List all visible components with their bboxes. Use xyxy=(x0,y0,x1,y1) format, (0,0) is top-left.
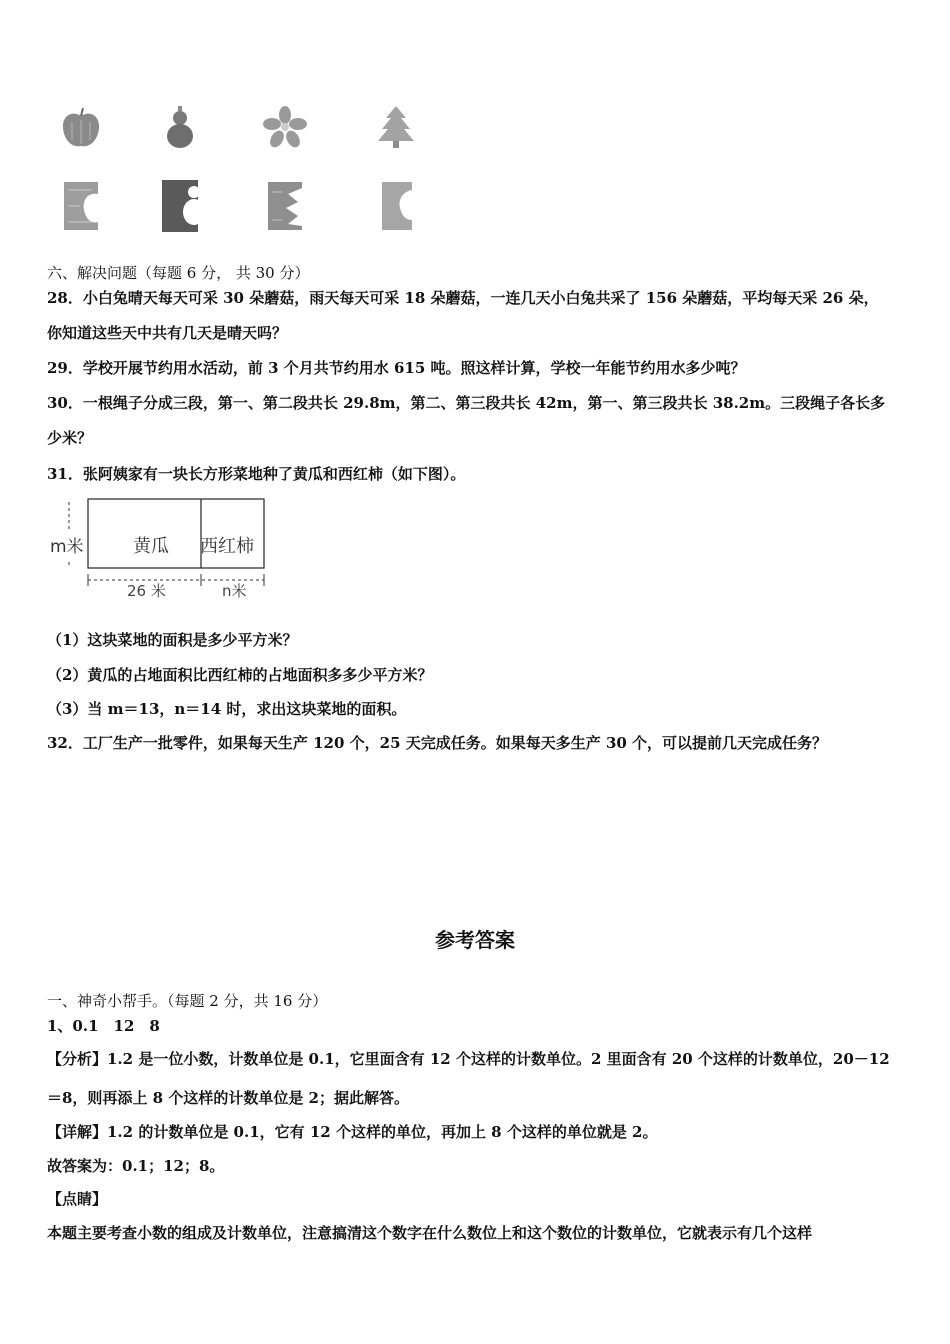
gourd-cutout-icon xyxy=(160,178,200,234)
question-28-line-2: 你知道这些天中共有几天是晴天吗？ xyxy=(47,324,288,342)
question-31-part-1: （1）这块菜地的面积是多少平方米？ xyxy=(47,631,298,649)
flower-icon xyxy=(262,106,308,148)
question-28-line-1: 28．小白兔晴天每天可采 30 朵蘑菇，雨天每天可采 18 朵蘑菇，一连几天小白兔共采了 156 朵蘑菇，平均每天采 26 朵， xyxy=(47,289,879,307)
apple-icon xyxy=(58,104,104,150)
height-label: m米 xyxy=(50,537,84,557)
garden-diagram xyxy=(47,490,277,605)
section-6-heading: 六、解决问题（每题 6 分， 共 30 分） xyxy=(47,264,310,282)
detail-line: 【详解】1.2 的计数单位是 0.1，它有 12 个这样的单位，再加上 8 个这样的单位就是 2。 xyxy=(47,1123,658,1141)
width-n-label: n米 xyxy=(222,582,247,600)
answers-title: 参考答案 xyxy=(435,928,515,952)
tree-icon xyxy=(375,104,417,150)
answers-section-1-heading: 一、神奇小帮手。（每题 2 分，共 16 分） xyxy=(47,992,328,1010)
tree-cutout-icon xyxy=(380,180,414,232)
cucumber-label: 黄瓜 xyxy=(133,536,169,557)
question-31: 31．张阿姨家有一块长方形菜地种了黄瓜和西红柿（如下图）。 xyxy=(47,465,466,483)
tomato-label: 西红柿 xyxy=(200,536,254,557)
question-30-line-2: 少米？ xyxy=(47,429,93,447)
question-31-part-3: （3）当 m＝13，n＝14 时，求出这块菜地的面积。 xyxy=(47,700,407,718)
comment-heading: 【点睛】 xyxy=(47,1190,108,1208)
conclusion-line: 故答案为：0.1；12；8。 xyxy=(47,1157,225,1175)
question-30-line-1: 30．一根绳子分成三段，第一、第二段共长 29.8m，第二、第三段共长 42m，第一、第三段共长 38.2m。三段绳子各长多 xyxy=(47,394,886,412)
analysis-line-1: 【分析】1.2 是一位小数，计数单位是 0.1，它里面含有 12 个这样的计数单位。2 里面含有 20 个这样的计数单位，20－12 xyxy=(47,1050,890,1068)
answer-1: 1、0.1 12 8 xyxy=(47,1017,160,1035)
gourd-icon xyxy=(160,104,200,150)
width-26-label: 26 米 xyxy=(127,582,166,600)
flower-cutout-icon xyxy=(266,180,304,232)
question-31-part-2: （2）黄瓜的占地面积比西红柿的占地面积多多少平方米？ xyxy=(47,666,433,684)
question-32: 32．工厂生产一批零件，如果每天生产 120 个，25 天完成任务。如果每天多生产 30 个，可以提前几天完成任务？ xyxy=(47,734,828,752)
comment-text: 本题主要考查小数的组成及计数单位，注意搞清这个数字在什么数位上和这个数位的计数单位，它就表示有几个这样 xyxy=(47,1224,813,1242)
analysis-line-2: ＝8，则再添上 8 个这样的计数单位是 2；据此解答。 xyxy=(47,1089,409,1107)
apple-cutout-icon xyxy=(62,180,100,232)
question-29: 29．学校开展节约用水活动，前 3 个月共节约用水 615 吨。照这样计算，学校一年能节约用水多少吨？ xyxy=(47,359,746,377)
